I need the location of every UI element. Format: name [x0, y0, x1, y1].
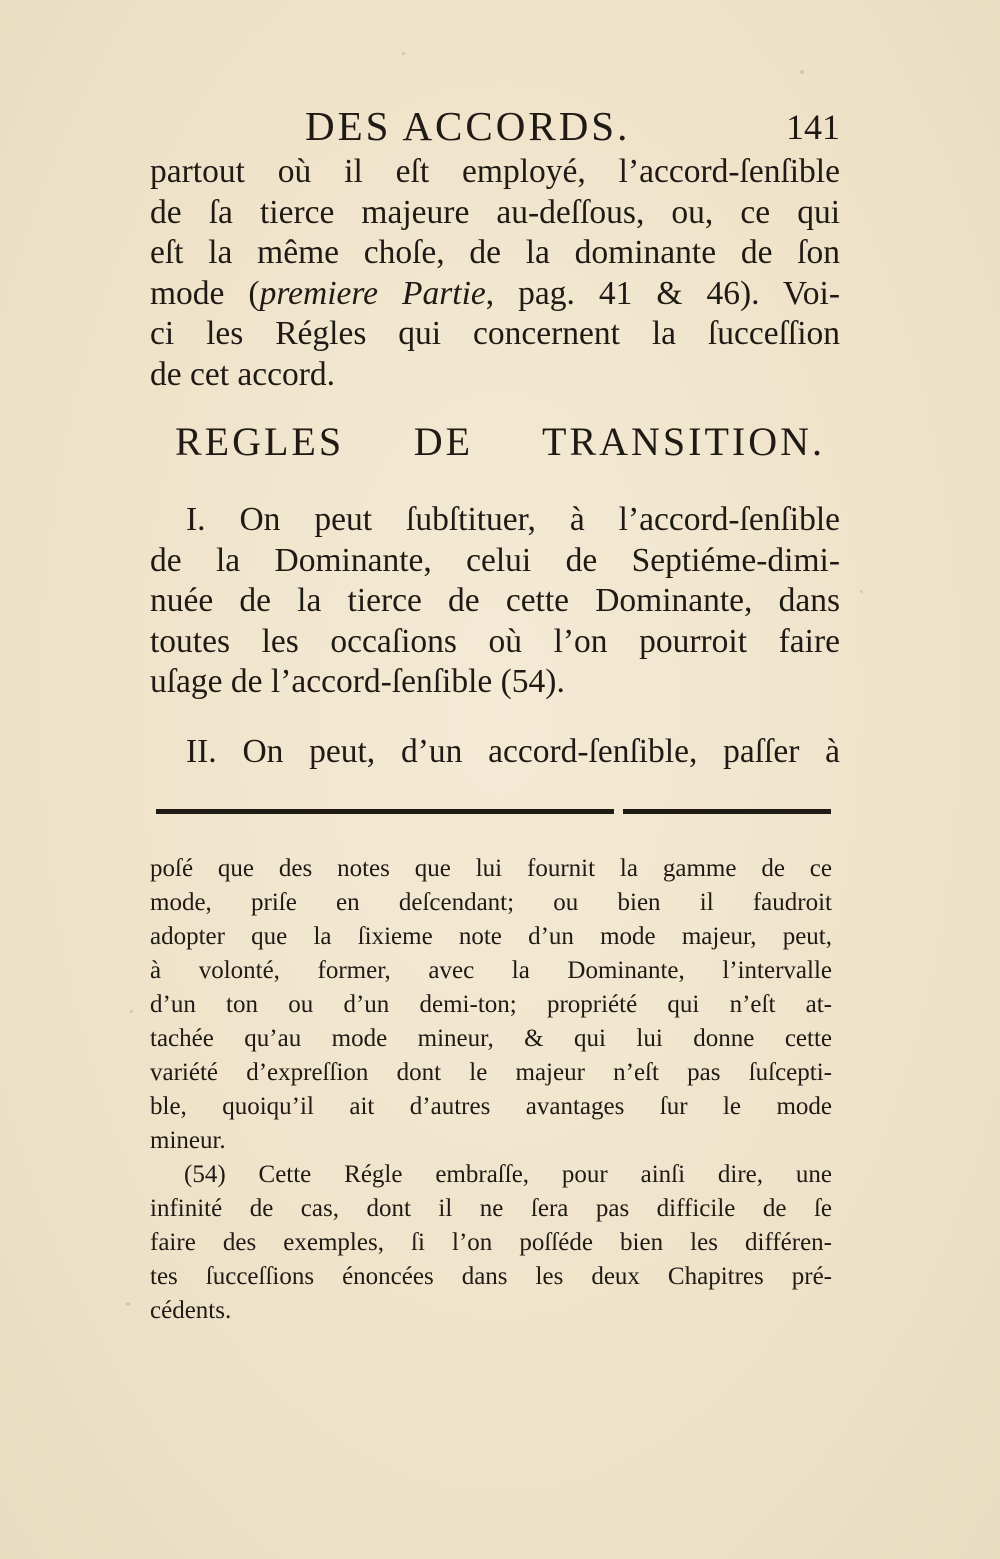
text-fragment: mode (	[150, 274, 260, 312]
page-header	[150, 100, 840, 160]
footnote-line: variété d’expreſſion dont le majeur n’eſt pas ſuſcepti-	[150, 1059, 832, 1086]
text-line: de cet accord.	[150, 355, 336, 393]
book-reference: premiere Partie	[259, 274, 486, 312]
footnote-line: infinité de cas, dont il ne ſera pas difficile de ſe	[150, 1195, 832, 1222]
text-line	[150, 274, 840, 315]
text-fragment: , pag. 41 & 46). Voi-	[485, 274, 840, 312]
page-number: 141	[786, 107, 840, 147]
text-line: de la Dominante, celui de Septiéme-dimi-	[150, 541, 840, 579]
text-line: toutes les occaſions où l’on pourroit faire	[150, 622, 840, 660]
footnote-line: poſé que des notes que lui fournit la gamme de ce	[150, 855, 832, 882]
divider-rule	[623, 809, 831, 814]
paper-speck	[402, 52, 405, 55]
paper-speck	[860, 590, 863, 593]
text-line: nuée de la tierce de cette Dominante, dans	[150, 582, 840, 619]
text-line: II. On peut, d’un accord-ſenſible, paſſer à	[186, 733, 840, 770]
footnote-line: à volonté, former, avec la Dominante, l’intervalle	[150, 957, 832, 984]
footnote-line: ble, quoiqu’il ait d’autres avantages ſur le mode	[150, 1093, 832, 1120]
footnotes	[150, 852, 832, 1328]
footnote-line: cédents.	[150, 1297, 232, 1324]
footnote-line: tes ſucceſſions énoncées dans les deux Chapitres pré-	[150, 1263, 832, 1290]
footnote-line: d’un ton ou d’un demi-ton; propriété qui n’eſt at-	[150, 991, 832, 1018]
rule-2-paragraph	[150, 732, 840, 773]
text-line: eſt la même choſe, de la dominante de ſon	[150, 234, 840, 271]
footnote-line: (54) Cette Régle embraſſe, pour ainſi dire, une	[184, 1161, 832, 1188]
text-line: I. On peut ſubſtituer, à l’accord-ſenſible	[186, 501, 840, 538]
paper-speck	[126, 1302, 130, 1306]
footnote-line: adopter que la ſixieme note d’un mode majeur, peut,	[150, 923, 832, 950]
footnote-line: mineur.	[150, 1127, 226, 1154]
paper-speck	[800, 70, 804, 74]
paragraph-continuation	[150, 152, 840, 395]
footnote-line: mode, priſe en deſcendant; ou bien il faudroit	[150, 889, 832, 916]
text-line: de ſa tierce majeure au-deſſous, ou, ce qui	[150, 193, 840, 231]
divider-rule	[156, 809, 614, 814]
paper-speck	[130, 1010, 133, 1013]
rule-1-paragraph	[150, 500, 840, 703]
running-title: DES ACCORDS.	[305, 103, 631, 149]
text-line: ci les Régles qui concernent la ſucceſſion	[150, 315, 840, 352]
section-heading: REGLES DE TRANSITION.	[175, 419, 825, 464]
footnote-line: tachée qu’au mode mineur, & qui lui donne cette	[150, 1025, 832, 1052]
text-line: uſage de l’accord-ſenſible (54).	[150, 663, 565, 700]
text-line: partout où il eſt employé, l’accord-ſenſible	[150, 153, 840, 190]
footnote-line: faire des exemples, ſi l’on poſſéde bien les différen-	[150, 1229, 832, 1256]
footnote-divider	[156, 809, 831, 814]
